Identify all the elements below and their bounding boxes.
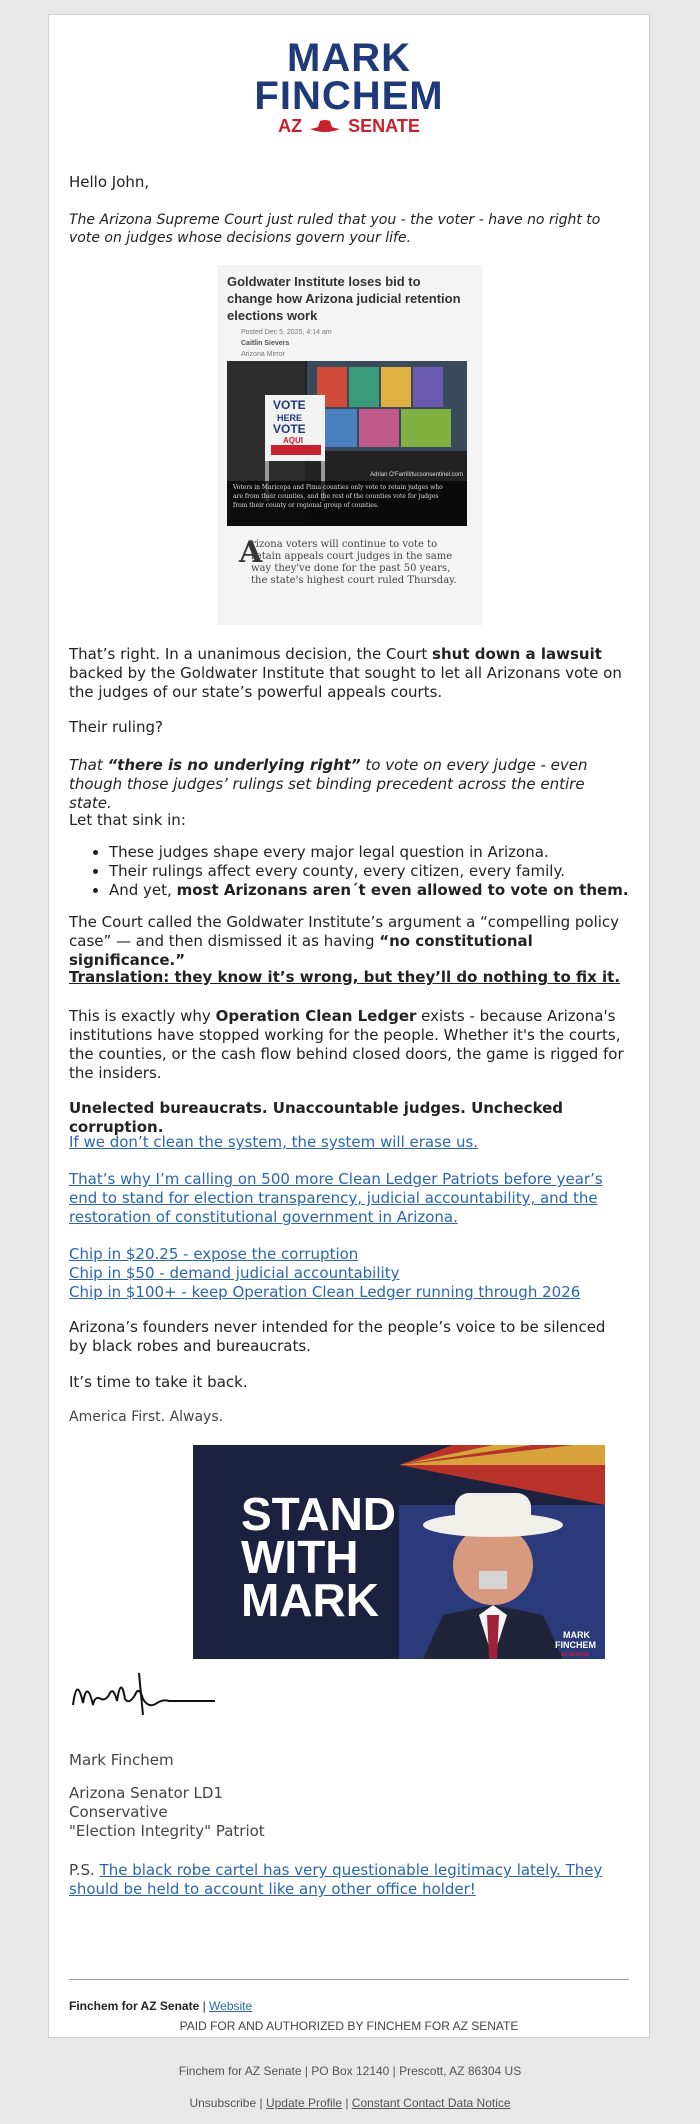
list-item: • These judges shape every major legal question in Arizona. — [109, 843, 665, 862]
article-date: Posted Dec 5, 2025, 4:14 am — [241, 329, 332, 336]
drop-cap: A — [239, 535, 263, 570]
bullet-list — [69, 843, 665, 900]
stand-with-mark-banner[interactable] — [193, 1445, 605, 1659]
greeting: Hello John, — [69, 173, 150, 191]
campaign-logo — [239, 36, 459, 137]
signer-title-2: Conservative — [69, 1803, 168, 1821]
article-lede: rizona voters will continue to vote to retain appeals court judges in the same way they've done for the past 50 years, the state's highest court ruled Thursday. — [251, 539, 457, 586]
paragraph-sink-in: Let that sink in: — [69, 811, 186, 829]
banner-mark: MARK — [241, 1574, 379, 1626]
sign-vote-2: VOTE — [273, 422, 306, 436]
website-link[interactable]: Website — [209, 1999, 253, 2013]
paragraph-quote: That “there is no underlying right” to vote on every judge - even though those judges’ rulings set binding precedent across the entire state. — [69, 756, 588, 812]
footer-org: Finchem for AZ Senate — [69, 1999, 200, 2013]
signoff: America First. Always. — [69, 1409, 224, 1425]
signature-image — [69, 1665, 219, 1725]
article-author: Caitlin Sievers — [241, 340, 290, 347]
logo-az: AZ — [278, 116, 303, 136]
footer-links: Unsubscribe | Update Profile | Constant Contact Data Notice — [189, 2096, 511, 2110]
logo-last-name: FINCHEM — [254, 74, 444, 118]
banner-mini-logo-2: FINCHEM — [555, 1640, 596, 1650]
logo-first-name: MARK — [287, 36, 411, 80]
signer-name: Mark Finchem — [69, 1751, 174, 1769]
postscript-link[interactable]: The black robe cartel has very questionable legitimacy lately. They should be held to account like any other office holder! — [69, 1861, 603, 1898]
banner-mini-logo-1: MARK — [563, 1630, 590, 1640]
signature-block — [69, 1751, 625, 1841]
sign-vote: VOTE — [273, 398, 306, 412]
paragraph-ruling: That’s right. In a unanimous decision, the Court shut down a lawsuit backed by the Goldwater Institute that sought to let all Arizonans vote on the judges of our state’s powerful appeals courts. — [69, 645, 622, 701]
link-clean-system-wrap — [69, 1133, 625, 1152]
footer-org-line: Finchem for AZ Senate | Website — [69, 1999, 253, 2013]
cowboy-hat-icon — [308, 119, 342, 133]
article-meta — [241, 327, 332, 360]
news-article-image — [217, 265, 483, 625]
footer-address: Finchem for AZ Senate | PO Box 12140 | Prescott, AZ 86304 US — [178, 2064, 522, 2078]
article-outlet: Arizona Mirror — [241, 351, 285, 358]
chip-in-50-link[interactable]: Chip in $50 - demand judicial accountability — [69, 1264, 400, 1282]
update-profile-link[interactable]: Update Profile — [265, 2096, 342, 2110]
paragraph-dismissed: The Court called the Goldwater Institute’s argument a “compelling policy case” — and then dismissed it as having “no constitutional significance.” — [69, 913, 620, 969]
logo-senate: SENATE — [348, 116, 420, 136]
logo-subtitle — [239, 115, 459, 137]
paragraph-translation: Translation: they know it’s wrong, but they’ll do nothing to fix it. — [69, 968, 621, 986]
link-patriots-wrap — [69, 1170, 625, 1227]
list-item: • And yet, most Arizonans aren´t even allowed to vote on them. — [109, 881, 665, 900]
postscript: P.S. The black robe cartel has very questionable legitimacy lately. They should be held to account like any other office holder! — [69, 1861, 603, 1898]
patriots-link[interactable]: That’s why I’m calling on 500 more Clean Ledger Patriots before year’s end to stand for election transparency, judicial accountability, and the restoration of constitutional government in Arizona. — [69, 1170, 603, 1226]
banner-with: WITH — [241, 1531, 359, 1583]
footer-divider — [69, 1979, 629, 1980]
article-photo — [227, 361, 467, 526]
photo-credit: Adrian O'Farrill/tucsonsentinel.com — [370, 472, 463, 478]
paragraph-operation: This is exactly why Operation Clean Ledger exists - because Arizona's institutions have stopped working for the people. Whether it's the courts, the counties, or the cash flow behind closed doors, the game is rigged for the insiders. — [69, 1007, 624, 1082]
clean-system-link[interactable]: If we don’t clean the system, the system will erase us. — [69, 1133, 479, 1151]
paragraph-corruption: Unelected bureaucrats. Unaccountable judges. Unchecked corruption. — [69, 1099, 564, 1136]
intro-text: The Arizona Supreme Court just ruled that you - the voter - have no right to vote on judges whose decisions govern your life. — [69, 212, 601, 246]
photo-caption: Voters in Maricopa and Pima counties only vote to retain judges who are from their counties, and the rest of the counties vote for judges from their county or regional group of counties. — [233, 484, 443, 509]
banner-mini-logo-3: AZ SENATE — [561, 1652, 589, 1658]
sign-here: HERE — [277, 413, 303, 423]
chip-in-20-link[interactable]: Chip in $20.25 - expose the corruption — [69, 1245, 359, 1263]
banner-stand: STAND — [241, 1488, 397, 1540]
banner-graphic — [193, 1445, 605, 1659]
paragraph-question: Their ruling? — [69, 718, 163, 736]
email-card — [48, 14, 650, 2038]
paragraph-founders: Arizona’s founders never intended for the people’s voice to be silenced by black robes and bureaucrats. — [69, 1318, 606, 1355]
signer-title-3: "Election Integrity" Patriot — [69, 1822, 265, 1840]
sign-aqui: AQUI — [283, 436, 303, 445]
constant-contact-link[interactable]: Constant Contact Data Notice — [351, 2096, 511, 2110]
paid-for-notice: PAID FOR AND AUTHORIZED BY FINCHEM FOR AZ SENATE — [179, 2019, 519, 2033]
list-item: • Their rulings affect every county, every citizen, every family. — [109, 862, 665, 881]
chip-in-100-link[interactable]: Chip in $100+ - keep Operation Clean Ledger running through 2026 — [69, 1283, 581, 1301]
unsubscribe-link[interactable]: Unsubscribe — [189, 2096, 257, 2110]
donation-links — [69, 1245, 625, 1302]
paragraph-take-back: It’s time to take it back. — [69, 1373, 248, 1391]
article-headline: Goldwater Institute loses bid to change how Arizona judicial retention elections work — [227, 274, 461, 323]
signer-title-1: Arizona Senator LD1 — [69, 1784, 224, 1802]
